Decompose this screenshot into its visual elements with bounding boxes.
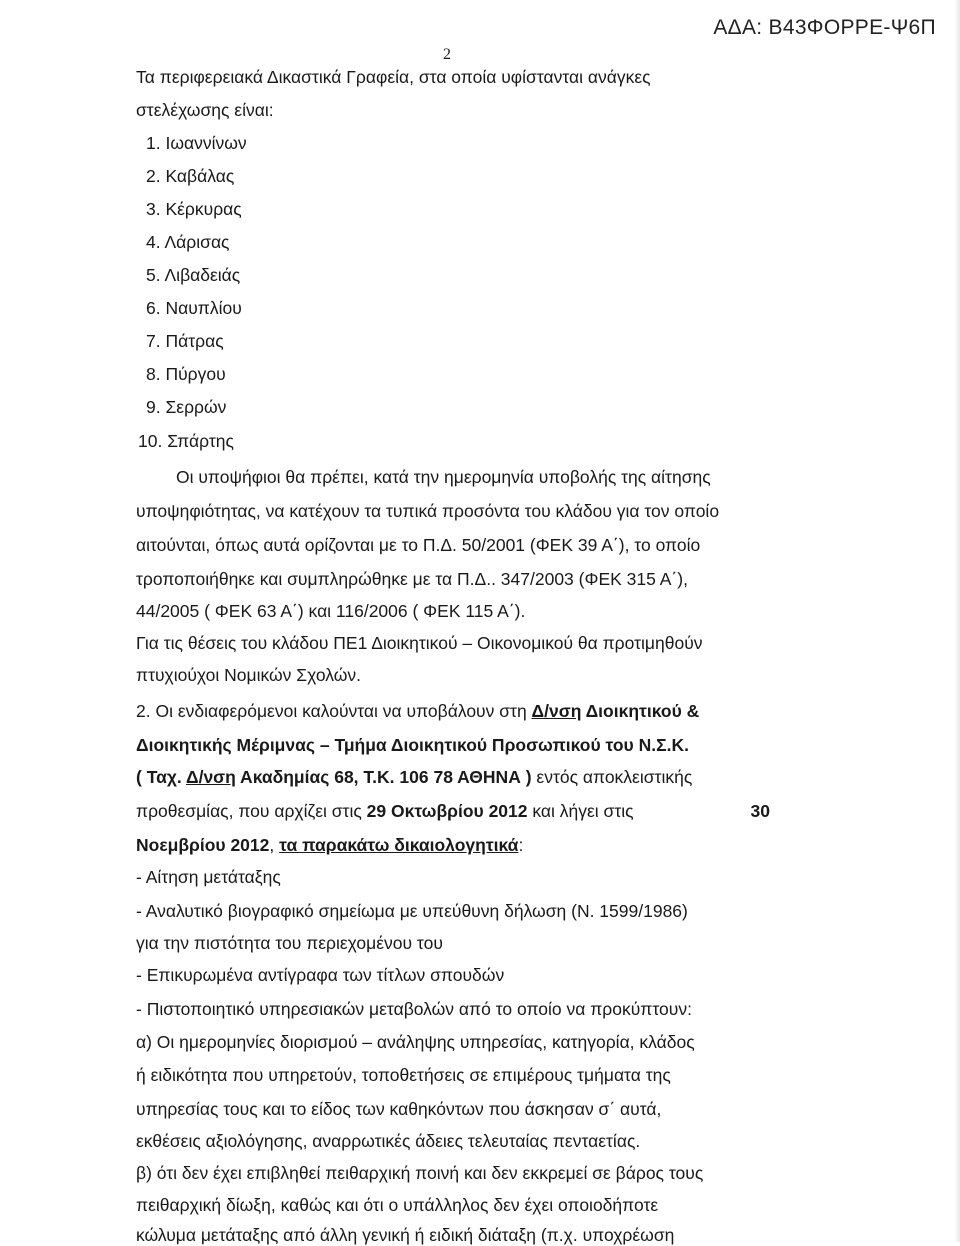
end-day: 30 <box>750 801 770 821</box>
section2-line-3 <box>136 766 692 788</box>
office-item: 6. Ναυπλίου <box>146 298 242 318</box>
document-item: - Αναλυτικό βιογραφικό σημείωμα με υπεύθυνη δήλωση (Ν. 1599/1986) <box>136 901 688 921</box>
section2-line-5: Νοεμβρίου 2012, τα παρακάτω δικαιολογητικά: <box>136 835 524 855</box>
qualifications-line-3: αιτούνται, όπως αυτά ορίζονται με το Π.Δ. 50/2001 (ΦΕΚ 39 Α΄), το οποίο <box>136 535 701 555</box>
section2-directorate-name: Διοικητικού & <box>581 701 700 721</box>
item-b-line-2: πειθαρχική δίωξη, καθώς και ότι ο υπάλληλος δεν έχει οποιοδήποτε <box>136 1195 659 1215</box>
office-item: 2. Καβάλας <box>146 166 235 186</box>
item-a-line-1: α) Οι ημερομηνίες διορισμού – ανάληψης υπηρεσίας, κατηγορία, κλάδος <box>136 1032 695 1052</box>
item-a-line-3: υπηρεσίας τους και το είδος των καθηκόντων που άσκησαν σ΄ αυτά, <box>136 1099 662 1119</box>
address-prefix: ( Ταχ. <box>136 767 186 787</box>
qualifications-line-6: Για τις θέσεις του κλάδου ΠΕ1 Διοικητικού – Οικονομικού θα προτιμηθούν <box>136 633 703 653</box>
item-a-line-4: εκθέσεις αξιολόγησης, αναρρωτικές άδειες τελευταίας πενταετίας. <box>136 1131 641 1151</box>
office-item: 1. Ιωαννίνων <box>146 133 247 153</box>
office-item: 8. Πύργου <box>146 364 226 384</box>
intro-line-1: Τα περιφερειακά Δικαστικά Γραφεία, στα οποία υφίστανται ανάγκες <box>136 67 651 87</box>
section2-lead: 2. Οι ενδιαφερόμενοι καλούνται να υποβάλουν στη <box>136 701 532 721</box>
intro-line-2: στελέχωσης είναι: <box>136 100 274 120</box>
document-item: - Πιστοποιητικό υπηρεσιακών μεταβολών από το οποίο να προκύπτουν: <box>136 999 692 1019</box>
required-documents-heading: τα παρακάτω δικαιολογητικά <box>279 835 519 855</box>
qualifications-line-5: 44/2005 ( ΦΕΚ 63 Α΄) και 116/2006 ( ΦΕΚ 115 Α΄). <box>136 601 526 621</box>
qualifications-line-7: πτυχιούχοι Νομικών Σχολών. <box>136 665 361 685</box>
item-b-line-1: β) ότι δεν έχει επιβληθεί πειθαρχική ποινή και δεν εκκρεμεί σε βάρος τους <box>136 1163 704 1183</box>
section2-line-1 <box>136 700 699 722</box>
office-item: 10. Σπάρτης <box>138 431 234 451</box>
address-directorate: Δ/νση <box>186 767 236 787</box>
item-a-line-2: ή ειδικότητα που υπηρετούν, τοποθετήσεις σε επιμέρους τμήματα της <box>136 1065 671 1085</box>
deadline-text-1: προθεσμίας, που αρχίζει στις 29 Οκτωβρίου 2012 και λήγει στις <box>136 801 634 821</box>
qualifications-line-2: υποψηφιότητας, να κατέχουν τα τυπικά προσόντα του κλάδου για τον οποίο <box>136 501 720 521</box>
end-date: Νοεμβρίου 2012 <box>136 835 270 855</box>
document-item: - Αίτηση μετάταξης <box>136 867 281 887</box>
document-item-continued: για την πιστότητα του περιεχομένου του <box>136 933 443 953</box>
document-item: - Επικυρωμένα αντίγραφα των τίτλων σπουδών <box>136 965 505 985</box>
qualifications-line-1: Οι υποψήφιοι θα πρέπει, κατά την ημερομηνία υποβολής της αίτησης <box>176 467 711 487</box>
ada-code: ΑΔΑ: Β43ΦΟΡΡΕ-Ψ6Π <box>713 16 936 39</box>
section2-line-4 <box>136 800 770 822</box>
office-item: 3. Κέρκυρας <box>146 199 242 219</box>
address-text: Ακαδημίας 68, Τ.Κ. 106 78 ΑΘΗΝΑ ) <box>235 767 532 787</box>
item-b-line-3: κώλυμα μετάταξης από άλλη γενική ή ειδική διάταξη (π.χ. υποχρέωση <box>136 1225 675 1245</box>
office-item: 4. Λάρισας <box>146 232 230 252</box>
office-item: 5. Λιβαδειάς <box>146 265 241 285</box>
deadline-intro: εντός αποκλειστικής <box>531 767 693 787</box>
scan-edge <box>954 0 960 1242</box>
start-date: 29 Οκτωβρίου 2012 <box>366 801 528 821</box>
office-item: 9. Σερρών <box>146 397 227 417</box>
page-number: 2 <box>443 46 451 63</box>
office-item: 7. Πάτρας <box>146 331 224 351</box>
section2-line-2: Διοικητικής Μέριμνας – Τμήμα Διοικητικού Προσωπικού του Ν.Σ.Κ. <box>136 735 689 755</box>
section2-directorate: Δ/νση <box>531 701 582 721</box>
qualifications-line-4: τροποποιήθηκε και συμπληρώθηκε με τα Π.Δ.. 347/2003 (ΦΕΚ 315 Α΄), <box>136 569 688 589</box>
